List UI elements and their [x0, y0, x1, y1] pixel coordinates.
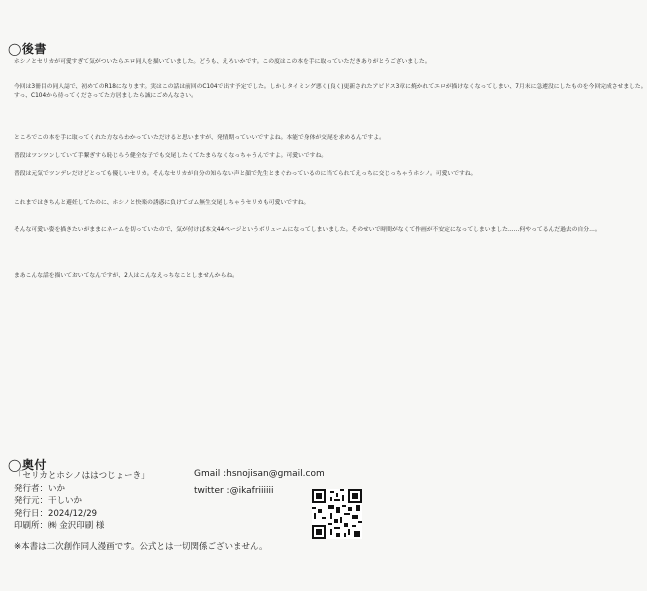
colophon-row: 発行日：2024/12/29: [14, 508, 98, 519]
gmail-contact: Gmail :hsnojisan@gmail.com: [194, 469, 325, 479]
afterword-closing: まあこんな話を描いておいてなんですが、2人はこんなえっちなことしませんからね。: [14, 273, 238, 279]
afterword-paragraph: ホシノとセリカが可愛すぎて気がついたらエロ同人を描いていました。どうも、えろいかです。この度はこの本を手に取っていただきありがとうございました。: [14, 59, 431, 65]
qr-code-icon: [312, 489, 362, 539]
afterword-paragraph: 普段は元気でツンデレだけどとっても優しいセリカ。そんなセリカが自分の知らない声と顔で先生とまぐわっているのに当てられてえっちに交じっちゃうホシノ。可愛いですね。: [14, 171, 477, 177]
afterword-paragraph: ところでこの本を手に取ってくれた方ならわかっていただけると思いますが、発情期っていいですよね。本能で身体が交尾を求めるんですよ。: [14, 135, 385, 141]
afterword-paragraph: そんな可愛い姿を描きたいがままにネームを切っていたので、気が付けば本文44ページというボリュームになってしまいました。そのせいで時間がなくて作画が不安定になってしまいました……何やってるんだ過去の自分…。: [14, 227, 601, 233]
afterword-heading: ◯後書: [8, 42, 47, 56]
colophon-row: 発行元：干しいか: [14, 496, 83, 506]
afterword-paragraph: 今回は3冊目の同人誌で、初めてのR18になります。実はこの話は前回のC104で出す予定でした。しかしタイミング悪く(良く)更新されたアビドス3章に焼かれてエロが描けなくなってしまい、7月末に急遽没にしたものを今回完成させました。 すっ、C104から待ってくださってた方居ましたら誠にごめんなさい。: [14, 84, 647, 99]
disclaimer-notice: ※本書は二次創作同人漫画です。公式とは一切関係ございません。: [14, 542, 268, 552]
afterword-paragraph: 普段はツンツンしていて手繋ぎすら恥じらう健全な子でも交尾したくてたまらなくなっちゃうんですよ。可愛いですね。: [14, 153, 328, 159]
colophon-row: 発行者：いか: [14, 483, 66, 494]
afterword-paragraph: これまではきちんと避妊してたのに、ホシノと快楽の誘惑に負けてゴム無生交尾しちゃうセリカも可愛いですね。: [14, 200, 310, 206]
contact-info: [194, 466, 325, 500]
colophon-heading: ◯奥付: [8, 458, 47, 472]
book-title: 「セリカとホシノははつじょーき」: [14, 471, 150, 481]
colophon-row: 印刷所：㈱ 金沢印刷 様: [14, 521, 105, 531]
colophon-details: [14, 470, 150, 533]
twitter-contact: twitter :@ikafriiiiii: [194, 486, 274, 496]
